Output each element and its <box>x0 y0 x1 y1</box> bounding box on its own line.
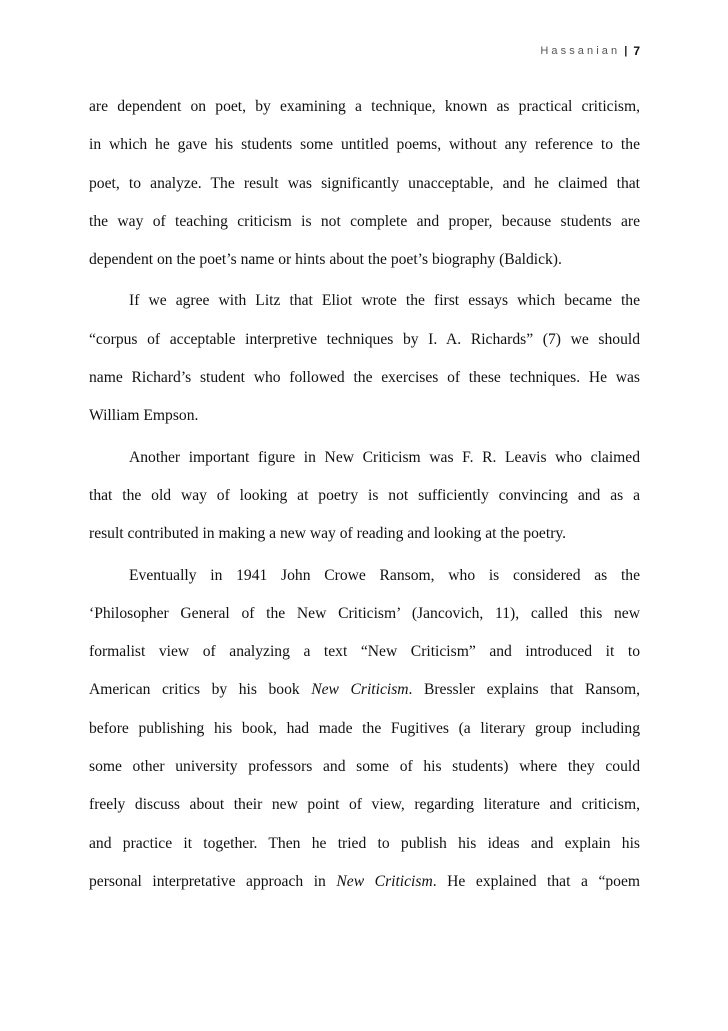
text-line: and practice it together. Then he tried to publish his ideas and explain his <box>89 834 640 852</box>
text-line: some other university professors and some of his students) where they could <box>89 758 640 776</box>
text-line: that the old way of looking at poetry is not sufficiently convincing and as a <box>89 486 640 504</box>
text-line: freely discuss about their new point of view, regarding literature and criticism, <box>89 796 640 814</box>
body-text <box>89 88 640 901</box>
text-line: William Empson. <box>89 407 199 425</box>
text-line: are dependent on poet, by examining a technique, known as practical criticism, <box>89 98 640 115</box>
text-line <box>89 863 640 901</box>
text-line: Another important figure in New Criticism was F. R. Leavis who claimed <box>129 448 640 466</box>
text-line: formalist view of analyzing a text “New Criticism” and introduced it to <box>89 643 640 661</box>
book-title: New Criticism <box>311 681 409 699</box>
text-line: If we agree with Litz that Eliot wrote the first essays which became the <box>129 292 640 310</box>
text-line: poet, to analyze. The result was significantly unacceptable, and he claimed that <box>89 174 640 192</box>
text-segment: personal interpretative approach in <box>89 872 337 890</box>
paragraph-4 <box>89 557 640 902</box>
text-line: dependent on the poet’s name or hints about the poet’s biography (Baldick). <box>89 251 562 269</box>
text-line <box>89 671 640 709</box>
page-header <box>540 44 640 58</box>
header-author: Hassanian <box>540 45 621 57</box>
text-segment: American critics by his book <box>89 681 312 699</box>
text-line: result contributed in making a new way of reading and looking at the poetry. <box>89 525 567 543</box>
text-line: before publishing his book, had made the Fugitives (a literary group including <box>89 719 640 737</box>
text-line: ‘Philosopher General of the New Criticism’ (Jancovich, 11), called this new <box>89 604 640 622</box>
text-line: the way of teaching criticism is not complete and proper, because students are <box>89 212 640 230</box>
paragraph-1 <box>89 88 640 279</box>
paragraph-3 <box>89 439 640 554</box>
book-title: New Criticism <box>336 872 433 890</box>
page-number: 7 <box>633 44 640 58</box>
paragraph-2 <box>89 282 640 435</box>
header-separator: | <box>624 45 628 57</box>
text-line: Eventually in 1941 John Crowe Ransom, who is considered as the <box>129 566 640 584</box>
text-segment: . He explained that a “poem <box>432 872 641 890</box>
text-segment: . Bressler explains that Ransom, <box>408 681 641 699</box>
text-line: name Richard’s student who followed the exercises of these techniques. He was <box>89 369 640 387</box>
text-line: “corpus of acceptable interpretive techniques by I. A. Richards” (7) we should <box>89 330 640 348</box>
text-line: in which he gave his students some untitled poems, without any reference to the <box>89 136 640 154</box>
